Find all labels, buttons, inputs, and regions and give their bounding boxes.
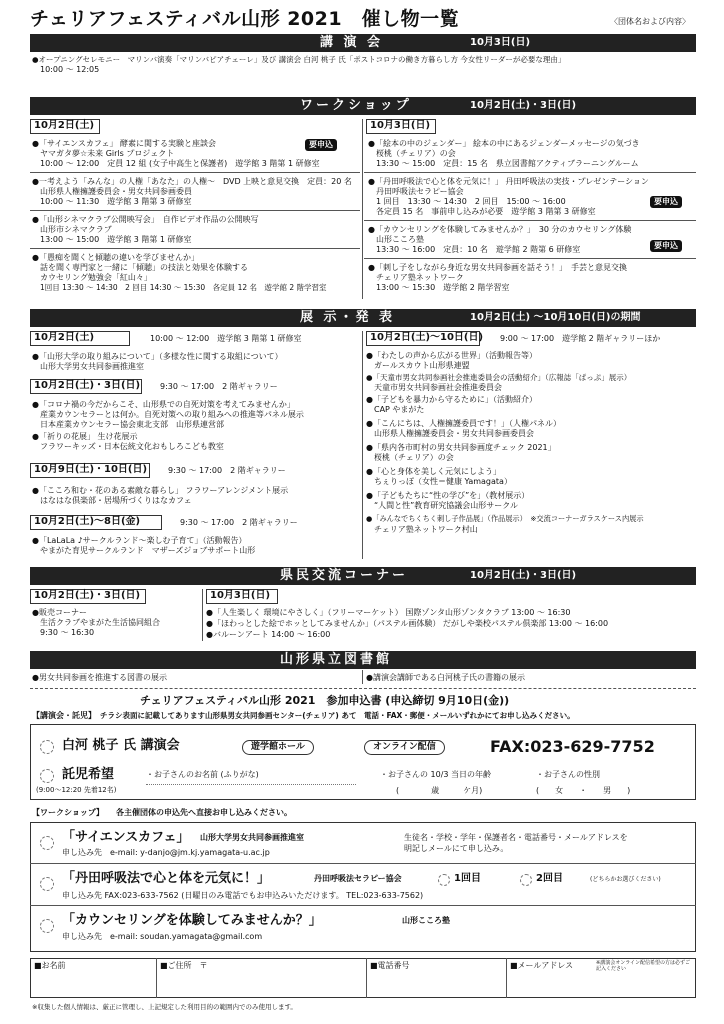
ex-right-org: ちぇりっぽ（女性＝健康 Yamagata） xyxy=(374,477,512,486)
ex-right-org: ガールスカウト山形県連盟 xyxy=(374,361,470,370)
library-band xyxy=(30,651,696,669)
lecture-band-title: 講 演 会 xyxy=(320,35,384,50)
page-title: チェリアフェスティバル山形 2021 催し物一覧 xyxy=(30,8,460,30)
venue-option[interactable]: 遊学館ホール xyxy=(242,740,314,755)
ws-right-org: 丹田呼吸法セラピー協会 xyxy=(376,187,464,196)
ws-right-time: 1 回目 13:30 ～ 14:30 2 回目 15:00 ～ 16:00 xyxy=(376,197,566,206)
online-option[interactable]: オンライン配信 xyxy=(364,740,445,755)
lecture-band-date: 10月3日(日) xyxy=(470,37,531,48)
ws-left-item: ●「愚痴を聞くと傾聴の違いを学びませんか」 xyxy=(32,253,199,262)
ex-item: ●「祈りの花展」 生け花展示 xyxy=(32,432,138,441)
ex-right-item: ●「県内各市町村の男女共同参画度チェック 2021」 xyxy=(366,443,556,452)
phone-field[interactable] xyxy=(370,974,502,994)
ws-right-day: 10月3日(日) xyxy=(370,120,431,131)
exchange-band xyxy=(30,567,696,585)
ws-apply-tag: 要申込 xyxy=(305,139,337,151)
ws3-org: 山形こころ塾 xyxy=(402,916,450,925)
exc-left-line: 生活クラブやまがた生活協同組合 xyxy=(40,618,160,627)
ex-right-org: チェリア塾ネットワーク村山 xyxy=(374,525,478,534)
ws-left-org: ヤマガタ夢☆未来 Girls プロジェクト xyxy=(40,149,175,158)
child-name-field[interactable] xyxy=(146,784,356,785)
footer-note: ※収集した個人情報は、厳正に管理し、上記規定した利用目的の範囲内でのみ使用します。 xyxy=(32,1003,297,1011)
ex-org: フラワーキッズ・日本伝統文化おもしろこども教室 xyxy=(40,442,224,451)
field-divider xyxy=(366,958,367,998)
exc-right-day: 10月3日(日) xyxy=(210,590,271,601)
ws-left-time: 10:00 ～ 11:30 遊学館 3 階第 3 研修室 xyxy=(40,197,192,206)
form-child-sex: ・お子さんの性別 xyxy=(536,770,600,779)
divider xyxy=(364,172,696,173)
ws-right-time: 13:30 ～ 15:00 定員：15 名 県立図書館アクティブラーニングルーム xyxy=(376,159,639,168)
ws-left-item: ●「山形シネマクラブ公開映写会」 自作ビデオ作品の公開映写 xyxy=(32,215,259,224)
ex-right-org: 天童市男女共同参画社会推進委員会 xyxy=(374,383,502,392)
lecture-checkbox[interactable] xyxy=(40,740,54,754)
ws-right-time: 各定員 15 名 事前申し込みが必要 遊学館 3 階第 3 研修室 xyxy=(376,207,596,216)
ex-item: ●「LaLaLa ♪サークルランド～楽しむ子育て」（活動報告） xyxy=(32,536,247,545)
ws-left-org: 山形県人権擁護委員会・男女共同参画委員 xyxy=(40,187,192,196)
ws1-name: 「サイエンスカフェ」 xyxy=(62,830,190,845)
ex-org: はなはな倶楽部・居場所づくりはなカフェ xyxy=(40,496,192,505)
ws2-name: 「丹田呼吸法で心と体を元気に！」 xyxy=(62,871,271,886)
ex-right-org: 山形県人権擁護委員会・男女共同参画委員会 xyxy=(374,429,534,438)
divider xyxy=(30,248,360,249)
divider xyxy=(30,863,696,864)
ex-org: やまがた育児サークルランド マザーズジョブサポート山形 xyxy=(40,546,256,555)
divider xyxy=(30,210,360,211)
ws3-contact: 申し込み先 e-mail: soudan.yamagata@gmail.com xyxy=(62,932,263,941)
ex-right-item: ●「心と身体を美しく元気にしよう」 xyxy=(366,467,501,476)
divider xyxy=(364,220,696,221)
ex-right-day: 10月2日(土)～10日(日) xyxy=(370,332,484,343)
ws2-opt2-checkbox[interactable] xyxy=(520,874,532,886)
ex-item: ●「山形大学の取り組みについて」（多様な性に関する取組について） xyxy=(32,352,283,361)
ws2-checkbox[interactable] xyxy=(40,877,54,891)
ws2-org: 丹田呼吸法セラピー協会 xyxy=(314,874,402,883)
exhibit-band-date: 10月2日(土) ～10月10日(日)の期間 xyxy=(470,312,641,323)
ex-right-item: ●「みんなでちくちく刺し子作品展」（作品展示） ※交流コーナーガラスケース内展示 xyxy=(366,514,644,523)
exc-left-day: 10月2日(土)・3日(日) xyxy=(34,590,141,601)
form-childcare-time: (9:00～12:20 先着12名) xyxy=(36,786,117,794)
ws1-org: 山形大学男女共同参画推進室 xyxy=(200,833,304,842)
ws1-note1: 生徒名・学校・学年・保護者名・電話番号・メールアドレスを xyxy=(404,833,628,842)
email-field[interactable] xyxy=(510,974,692,994)
workshop-band-title: ワークショップ xyxy=(300,98,412,113)
workshop-band xyxy=(30,97,696,115)
field-mail-label: ■メールアドレス xyxy=(510,961,574,970)
ws2-opt1[interactable]: 1回目 xyxy=(454,873,481,884)
form-fax: FAX:023-629-7752 xyxy=(490,737,655,756)
ws-apply-tag: 要申込 xyxy=(650,196,682,208)
ex-day: 10月2日(土) xyxy=(34,332,95,343)
form-lecture-label: 【講演会・託児】 xyxy=(32,711,96,720)
form-ws-note: 各主催団体の申込先へ直接お申し込みください。 xyxy=(116,808,292,817)
ws-right-item: ●「刺し子をしながら身近な男女共同参画を話そう！」 手芸と意見交換 xyxy=(368,263,627,272)
lecture-band xyxy=(30,34,696,52)
library-right: ●講演会講師である白河桃子氏の書籍の展示 xyxy=(366,673,525,682)
ex-item: ●「こころ和む・花のある素敵な暮らし」 フラワーアレンジメント展示 xyxy=(32,486,289,495)
divider xyxy=(30,905,696,906)
exc-left-line: 9:30 ～ 16:30 xyxy=(40,628,95,637)
ex-day: 10月2日(土)～8日(金) xyxy=(34,516,141,527)
exc-right-line: ●「ほわっとした絵でホッとしてみませんか」（パステル画体験） だがしや楽校パステル倶楽部 13:00 ～ 16:00 xyxy=(206,619,609,628)
ws2-contact: 申し込み先 FAX:023-633-7562 (日曜日のみ電話でもお申込みいただけます。 TEL:023-633-7562) xyxy=(62,891,424,900)
address-field[interactable] xyxy=(160,974,362,994)
ex-right-org: CAP やまがた xyxy=(374,405,425,414)
form-lecture-note: チラシ表面に記載してあります山形県男女共同参画センター(チェリア) あて 電話・FAX・郵便・メールいずれかにてお申し込みください。 xyxy=(100,711,575,720)
ws-right-time: 13:00 ～ 15:30 遊学館 2 階学習室 xyxy=(376,283,510,292)
ws2-opt1-checkbox[interactable] xyxy=(438,874,450,886)
exc-right-line: ●バルーンアート 14:00 ～ 16:00 xyxy=(206,630,331,639)
ex-day: 10月2日(土)・3日(日) xyxy=(34,380,141,391)
ex-time: 9:30 ～ 17:00 2 階ギャラリー xyxy=(168,466,286,475)
ex-item: ●「コロナ禍の今だからこそ、山形県での自死対策を考えてみませんか」 xyxy=(32,400,295,409)
divider xyxy=(364,258,696,259)
library-left: ●男女共同参画を推進する図書の展示 xyxy=(32,673,167,682)
field-divider xyxy=(506,958,507,998)
ws-apply-tag: 要申込 xyxy=(650,240,682,252)
form-child-name: ・お子さんのお名前 (ふりがな) xyxy=(146,770,259,779)
field-address-label: ■ご住所 〒 xyxy=(160,961,208,970)
ws3-checkbox[interactable] xyxy=(40,919,54,933)
form-speaker: 白河 桃子 氏 講演会 xyxy=(62,738,180,753)
form-child-age: ・お子さんの 10/3 当日の年齢 xyxy=(380,770,492,779)
column-divider xyxy=(362,119,363,299)
ws-left-org: 山形市シネマクラブ xyxy=(40,225,112,234)
ex-time: 9:30 ～ 17:00 2 階ギャラリー xyxy=(160,382,278,391)
ws1-contact: 申し込み先 e-mail: y-danjo@jm.kj.yamagata-u.ac.jp xyxy=(62,848,270,857)
ex-right-org: “人間と性”教育研究協議会山形サークル xyxy=(374,501,519,510)
exc-right-line: ●「人生楽しく 環境にやさしく」（フリーマーケット） 国際ゾンタ山形ゾンタクラブ 13:00 ～ 16:30 xyxy=(206,608,571,617)
column-divider xyxy=(362,331,363,559)
childcare-checkbox[interactable] xyxy=(40,769,54,783)
exhibit-band xyxy=(30,309,696,327)
library-band-title: 山形県立図書館 xyxy=(280,652,393,667)
ws1-note2: 明記しメールにて申し込み。 xyxy=(404,844,509,853)
ws-left-time: 10:00 ～ 12:00 定員 12 組 (女子中高生と保護者) 遊学館 3 階第 1 研修室 xyxy=(40,159,320,168)
ex-right-item: ●「天童市男女共同参画社会推進委員会の活動紹介」（広報誌「ぱっぷ」展示） xyxy=(366,373,632,382)
ex-time: 10:00 ～ 12:00 遊学館 3 階第 1 研修室 xyxy=(150,334,302,343)
lecture-time: 10:00 ～ 12:05 xyxy=(40,65,100,74)
ws-right-org: 山形こころ塾 xyxy=(376,235,424,244)
ws-left-item: ●「サイエンスカフェ」 酵素に関する実験と座談会 xyxy=(32,139,217,148)
workshop-band-date: 10月2日(土)・3日(日) xyxy=(470,100,577,111)
ws-left-time: 1回目 13:30 ～ 14:30 2 回目 14:30 ～ 15:30 各定員 12 名 遊学館 2 階学習室 xyxy=(40,283,327,292)
ws2-opt-note: (どちらかお選びください) xyxy=(590,876,661,883)
exc-left-line: ●販売コーナー xyxy=(32,608,87,617)
ws-left-org: カウセリング勉強会「紅山々」 xyxy=(40,273,152,282)
field-phone-label: ■電話番号 xyxy=(370,961,410,970)
ws-right-time: 13:30 ～ 16:00 定員：10 名 遊学館 2 階第 6 研修室 xyxy=(376,245,581,254)
form-sex-choice[interactable]: ( 女 ・ 男 ) xyxy=(536,786,631,795)
column-divider xyxy=(362,670,363,684)
exhibit-band-title: 展 示・発 表 xyxy=(300,310,396,325)
field-mail-note: ※講演会オンライン配信希望の方は必ずご記入ください xyxy=(596,960,691,973)
ws-left-time: 13:00 ～ 15:00 遊学館 3 階第 1 研修室 xyxy=(40,235,192,244)
ex-org: 日本産業カウンセラー協会東北支部 山形県連営部 xyxy=(40,420,224,429)
ex-right-time: 9:00 ～ 17:00 遊学館 2 階ギャラリーほか xyxy=(500,334,661,343)
ws1-checkbox[interactable] xyxy=(40,836,54,850)
ex-right-item: ●「こんにちは、人権擁護委員です！」（人権パネル） xyxy=(366,419,561,428)
ws2-opt2[interactable]: 2回目 xyxy=(536,873,563,884)
ws3-name: 「カウンセリングを体験してみませんか？」 xyxy=(62,913,322,928)
form-childcare: 託児希望 xyxy=(62,767,115,782)
title-note: 〈団体名および内容〉 xyxy=(610,17,690,26)
exchange-band-title: 県民交流コーナー xyxy=(280,568,409,583)
ex-right-item: ●「子どもを暴力から守るために」（活動紹介） xyxy=(366,395,537,404)
cut-line xyxy=(30,688,696,689)
ex-org: 産業カウンセラーとは何か。自死対策への取り組みへの推進等パネル展示 xyxy=(40,410,304,419)
ws-right-item: ●「カウンセリングを体験してみませんか？」 30 分のカウセリング体験 xyxy=(368,225,632,234)
ws-left-item: ●一考えよう「みんな」の人権「あなた」の人権～ DVD 上映と意見交換 定員：20 名 xyxy=(32,177,352,186)
ex-right-item: ●「わたしの声から広がる世界」（活動報告等） xyxy=(366,351,537,360)
divider xyxy=(30,172,360,173)
field-name-label: ■お名前 xyxy=(34,961,66,970)
ex-right-org: 桜桃（チェリア）の会 xyxy=(374,453,454,462)
ex-right-item: ●「子どもたちに“性の学び”を」（教材展示） xyxy=(366,491,530,500)
ws-left-day: 10月2日(土) xyxy=(34,120,95,131)
ws-right-org: チェリア塾ネットワーク xyxy=(376,273,464,282)
ws-right-item: ●「丹田呼吸法で心と体を元気に！」 丹田呼吸法の実技・プレゼンテーション xyxy=(368,177,649,186)
field-divider xyxy=(156,958,157,998)
exchange-band-date: 10月2日(土)・3日(日) xyxy=(470,570,577,581)
form-ws-label: 【ワークショップ】 xyxy=(32,808,104,817)
name-field[interactable] xyxy=(34,974,152,994)
lecture-line: ●オープニングセレモニー マリンバ演奏「マリンバピアチェーレ」及び 講演会 白河 桃子 氏「ポストコロナの働き方暮らし方 今女性リーダーが必要な理由」 xyxy=(32,55,566,64)
ex-org: 山形大学男女共同参画推進室 xyxy=(40,362,144,371)
form-age-unit[interactable]: ( 歳 ケ月) xyxy=(396,786,483,795)
ws-right-org: 桜桃（チェリア）の会 xyxy=(376,149,456,158)
ex-time: 9:30 ～ 17:00 2 階ギャラリー xyxy=(180,518,298,527)
ws-right-item: ●「絵本の中のジェンダー」 絵本の中にあるジェンダーメッセージの気づき xyxy=(368,139,640,148)
column-divider xyxy=(202,589,203,641)
ws-left-org: 話を聞く専門家と一緒に「傾聴」の技法と効果を体験する xyxy=(40,263,248,272)
form-title: チェリアフェスティバル山形 2021 参加申込書 (申込締切 9月10日(金)) xyxy=(140,694,510,707)
ex-day: 10月9日(土)・10日(日) xyxy=(34,464,148,475)
